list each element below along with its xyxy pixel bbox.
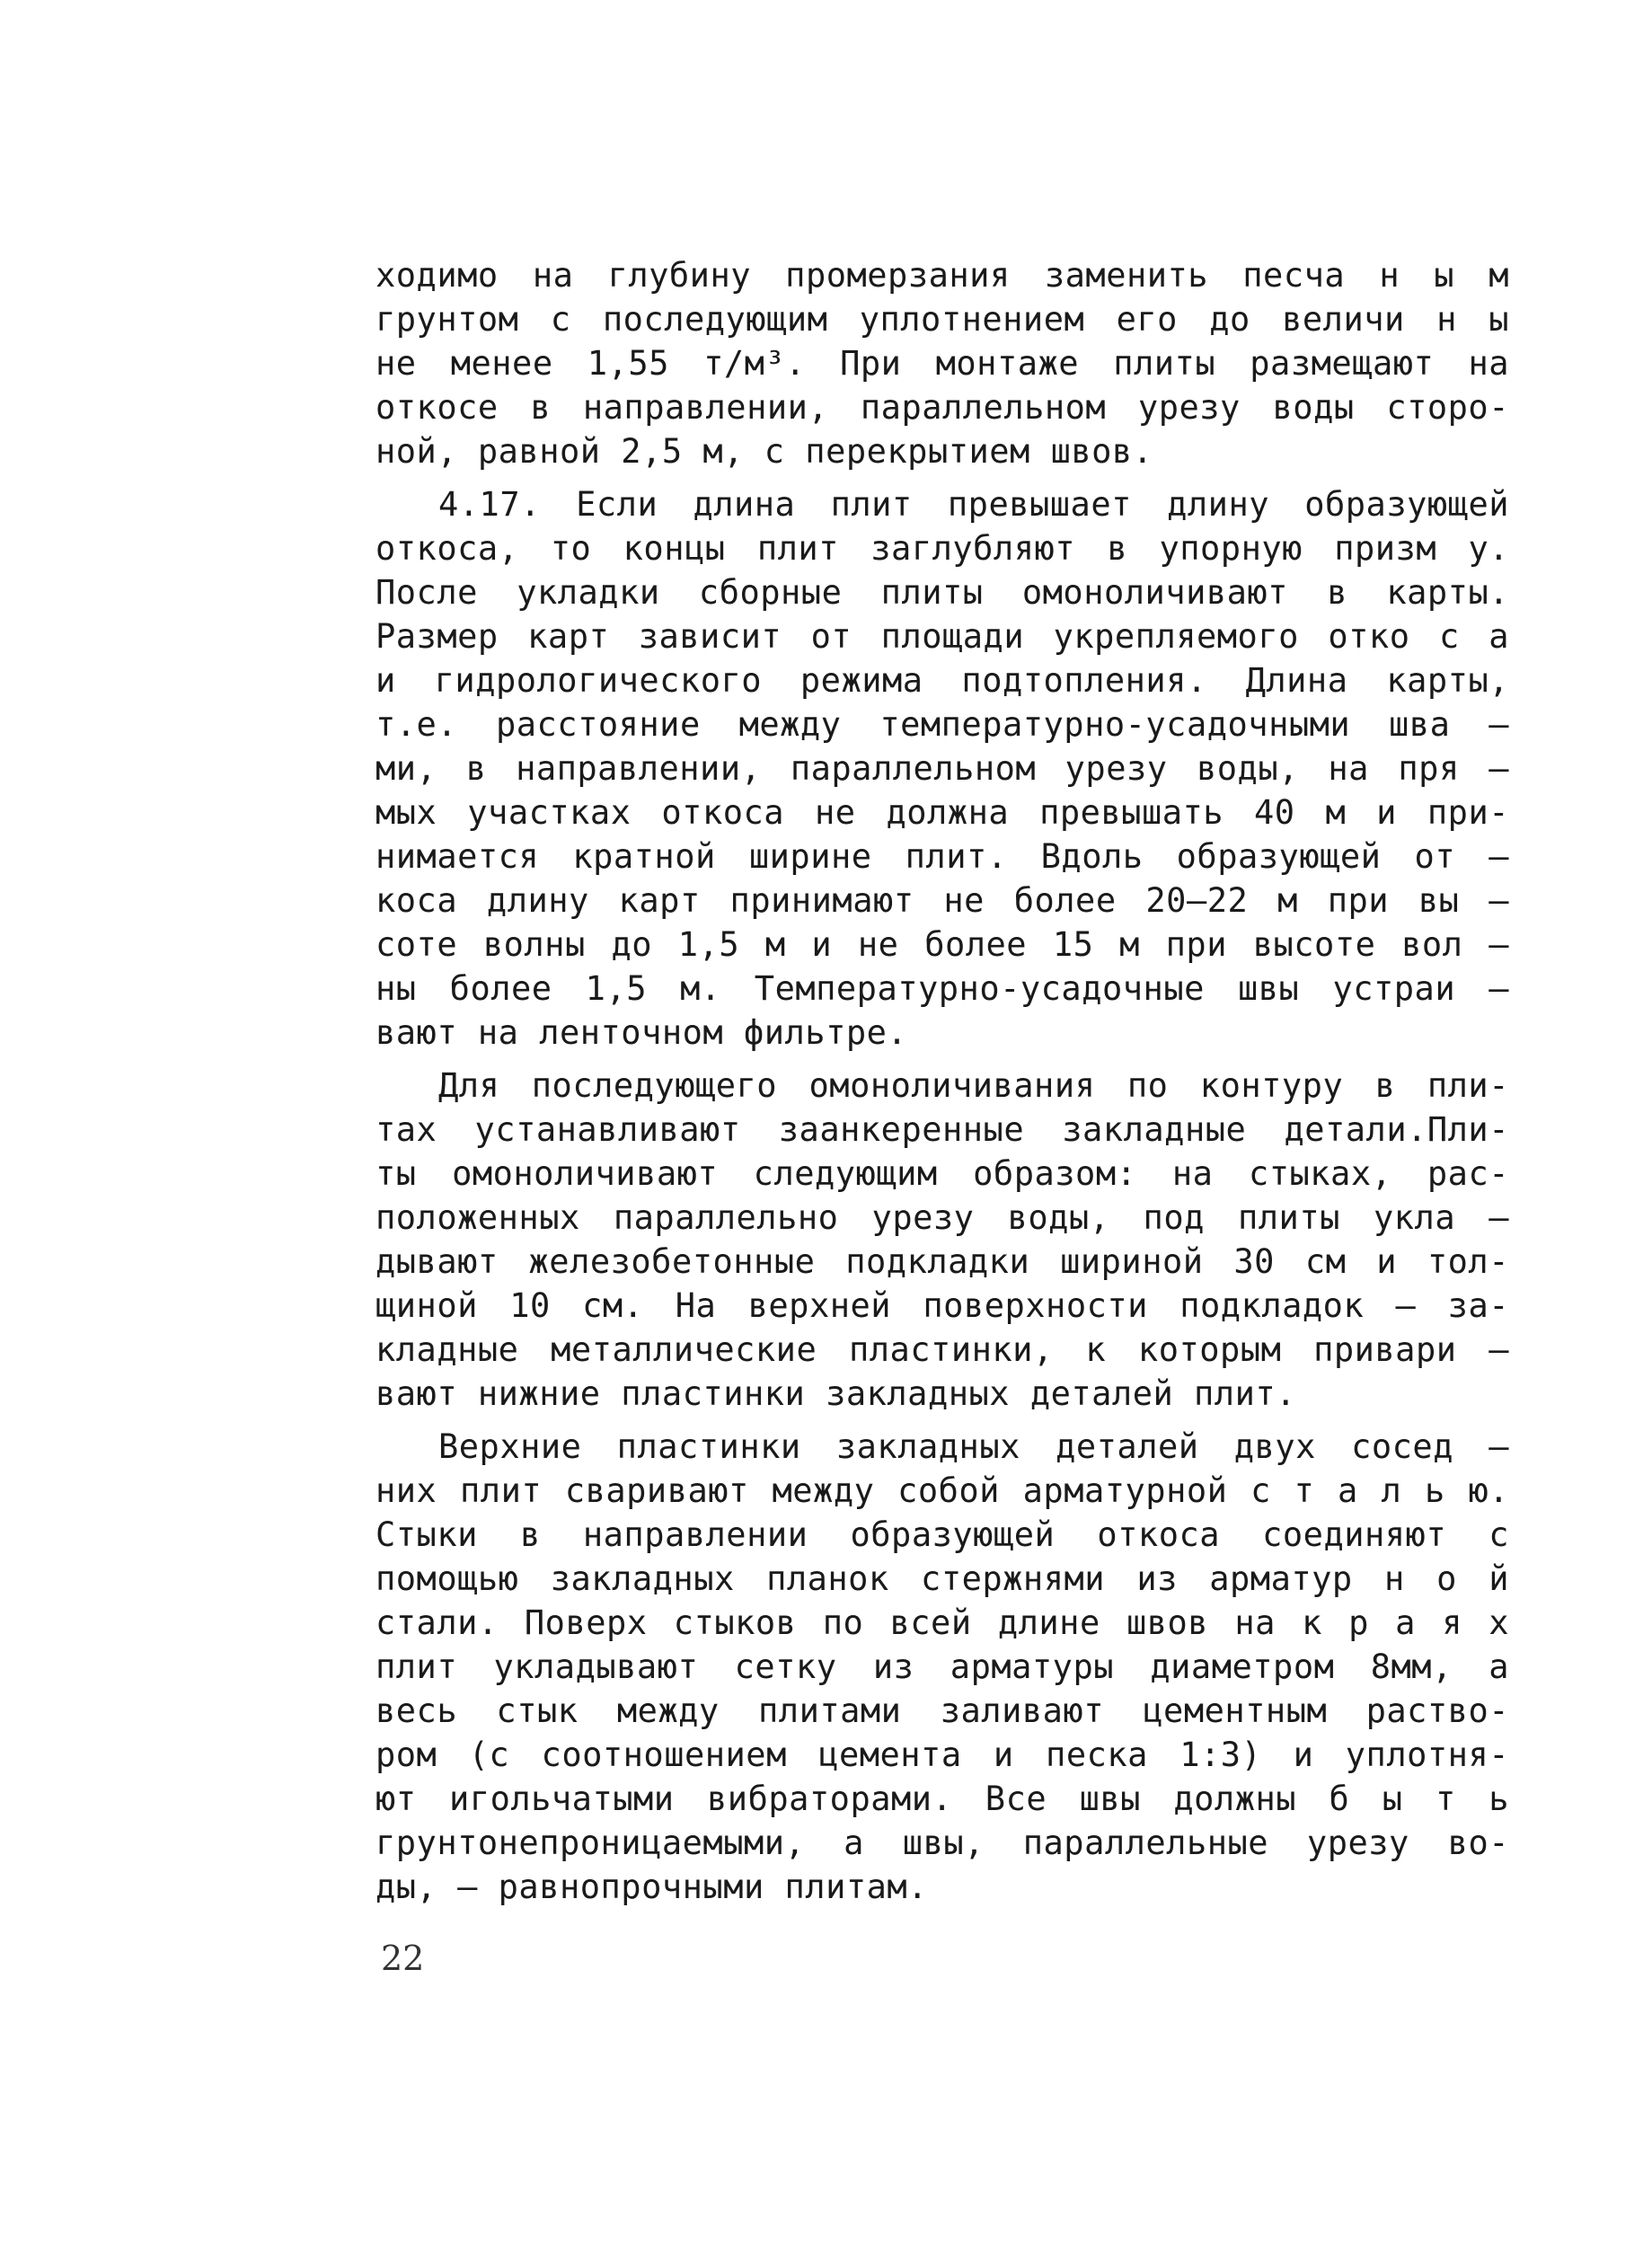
text-line: Размер карт зависит от площади укрепляемого отко с а [375,617,1509,656]
text-line: вают на ленточном фильтре. [375,1013,908,1052]
text-line: нимается кратной ширине плит. Вдоль образующей от – [375,837,1509,876]
text-line: них плит сваривают между собой арматурной с т а л ь ю. [375,1471,1509,1510]
text-line: и гидрологического режима подтопления. Длина карты, [375,661,1509,700]
text-line: Стыки в направлении образующей откоса соединяют с [375,1515,1509,1554]
body-text [375,253,1509,1909]
text-line: дывают железобетонные подкладки шириной 30 см и тол- [375,1242,1509,1281]
text-line: коса длину карт принимают не более 20–22 м при вы – [375,881,1509,920]
paragraph [375,253,1509,473]
text-line: помощью закладных планок стержнями из арматур н о й [375,1559,1509,1598]
text-line: положенных параллельно урезу воды, под плиты укла – [375,1198,1509,1237]
text-line: ты омоноличивают следующим образом: на стыках, рас- [375,1154,1509,1193]
paragraph [375,1425,1509,1909]
page-number: 22 [381,1939,425,1978]
text-line: тах устанавливают заанкеренные закладные детали.Пли- [375,1110,1509,1149]
text-line: кладные металлические пластинки, к которым привари – [375,1330,1509,1369]
text-line: Для последующего омоноличивания по контуру в пли- [438,1066,1509,1105]
text-line: ходимо на глубину промерзания заменить песча н ы м [375,256,1509,295]
text-line: мых участках откоса не должна превышать 40 м и при- [375,793,1509,832]
text-line: плит укладывают сетку из арматуры диаметром 8мм, а [375,1647,1509,1686]
text-line: стали. Поверх стыков по всей длине швов на к р а я х [375,1603,1509,1642]
text-line: т.е. расстояние между температурно-усадочными шва – [375,705,1509,744]
text-line: откоса, то концы плит заглубляют в упорную призм у. [375,529,1509,568]
text-line: ром (с соотношением цемента и песка 1:3) и уплотня- [375,1735,1509,1774]
paragraph [375,482,1509,1055]
text-line: грунтом с последующим уплотнением его до величи н ы [375,300,1509,339]
text-line: грунтонепроницаемыми, а швы, параллельные урезу во- [375,1824,1509,1862]
text-line: щиной 10 см. На верхней поверхности подкладок – за- [375,1286,1509,1325]
text-line: ют игольчатыми вибраторами. Все швы должны б ы т ь [375,1780,1509,1818]
paragraph [375,1064,1509,1416]
text-line: ми, в направлении, параллельном урезу воды, на пря – [375,749,1509,788]
text-line: ды, – равнопрочными плитам. [375,1868,928,1906]
text-line: Верхние пластинки закладных деталей двух сосед – [438,1427,1509,1466]
text-line: откосе в направлении, параллельном урезу воды сторо- [375,388,1509,427]
text-line: не менее 1,55 т/м³. При монтаже плиты размещают на [375,344,1509,383]
text-line: После укладки сборные плиты омоноличивают в карты. [375,573,1509,612]
text-line: вают нижние пластинки закладных деталей плит. [375,1374,1296,1413]
text-line: ной, равной 2,5 м, с перекрытием швов. [375,432,1153,471]
text-line: соте волны до 1,5 м и не более 15 м при высоте вол – [375,925,1509,964]
text-line: ны более 1,5 м. Температурно-усадочные швы устраи – [375,969,1509,1008]
text-line: весь стык между плитами заливают цементным раство- [375,1691,1509,1730]
text-line: 4.17. Если длина плит превышает длину образующей [438,485,1509,524]
